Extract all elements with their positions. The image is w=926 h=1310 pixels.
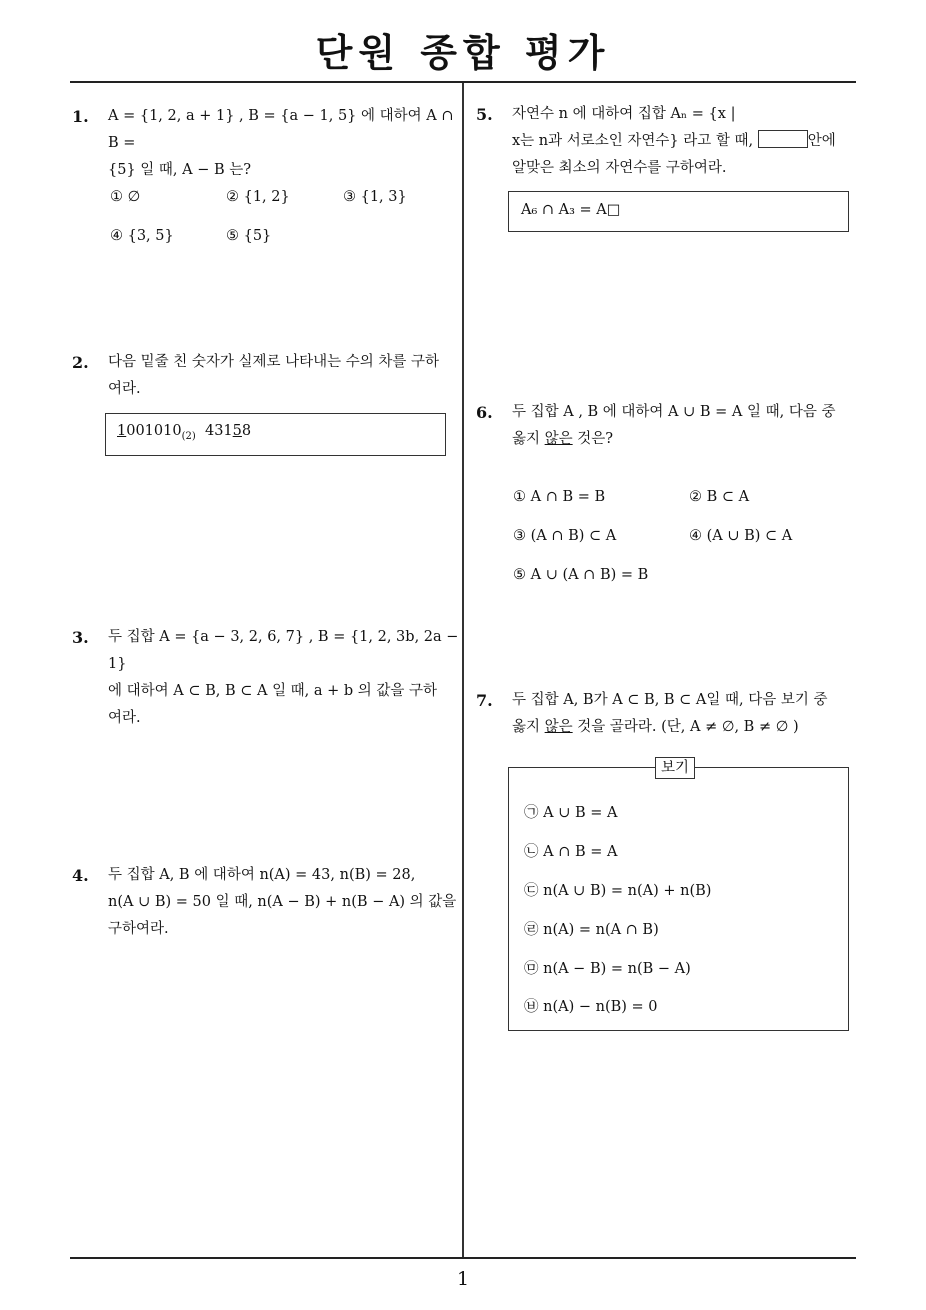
- stem-line: {5} 일 때, A − B 는?: [108, 162, 252, 178]
- question-stem: [108, 862, 462, 943]
- bogi-label: 보기: [655, 757, 695, 779]
- option-5[interactable]: ⑤ {5}: [226, 228, 272, 244]
- question-stem: [108, 349, 462, 403]
- bottom-rule: [70, 1257, 856, 1259]
- stem-line: n(A ∪ B) = 50 일 때, n(A − B) + n(B − A) 의 값을: [108, 894, 457, 910]
- stem-line: 여라.: [108, 710, 141, 726]
- question-number: 1.: [72, 107, 89, 126]
- number-b-post: 8: [241, 423, 252, 439]
- emphasis-text: 않은: [544, 719, 573, 735]
- stem-line: 구하여라.: [108, 921, 169, 937]
- question-4: [72, 862, 462, 943]
- question-number: 5.: [476, 105, 493, 124]
- bogi-item: ㉠ A ∪ B = A: [524, 805, 618, 821]
- bogi-item: ㉣ n(A) = n(A ∩ B): [524, 922, 659, 938]
- option-4[interactable]: ④ {3, 5}: [110, 228, 174, 244]
- number-b-pre: 431: [204, 423, 233, 439]
- question-stem: [108, 103, 462, 184]
- option-1[interactable]: ① ∅: [110, 189, 141, 205]
- question-number: 3.: [72, 628, 89, 647]
- underlined-digit: 1: [117, 423, 127, 439]
- question-2: [72, 349, 462, 403]
- base-subscript: (2): [181, 430, 196, 442]
- page-title: 단원 종합 평가: [315, 31, 611, 75]
- stem-line: 자연수 n 에 대하여 집합 Aₙ = {x |: [512, 106, 736, 122]
- page-number: 1: [456, 1268, 470, 1290]
- binary-rest: 001010: [126, 423, 182, 439]
- option-3[interactable]: ③ (A ∩ B) ⊂ A: [513, 528, 617, 544]
- option-4[interactable]: ④ (A ∪ B) ⊂ A: [689, 528, 793, 544]
- expression-box-content: A₆ ∩ A₃ = A□: [521, 202, 621, 218]
- question-6: [476, 399, 866, 453]
- bogi-item: ㉡ A ∩ B = A: [524, 844, 618, 860]
- question-stem: [108, 624, 462, 732]
- question-number: 4.: [72, 866, 89, 885]
- question-1: [72, 103, 462, 184]
- question-stem: [512, 399, 866, 453]
- bogi-item: ㉥ n(A) − n(B) = 0: [524, 999, 658, 1015]
- bogi-item: ㉢ n(A ∪ B) = n(A) + n(B): [524, 883, 712, 899]
- emphasis-text: 않은: [544, 431, 573, 447]
- question-number: 6.: [476, 403, 493, 422]
- stem-line: 두 집합 A , B 에 대하여 A ∪ B = A 일 때, 다음 중: [512, 404, 836, 420]
- question-number: 7.: [476, 691, 493, 710]
- question-5: [476, 101, 866, 182]
- stem-line: [512, 426, 866, 453]
- stem-line: 다음 밑줄 친 숫자가 실제로 나타내는 수의 차를 구하: [108, 354, 440, 370]
- option-2[interactable]: ② {1, 2}: [226, 189, 290, 205]
- question-number: 2.: [72, 353, 89, 372]
- stem-line: A = {1, 2, a + 1} , B = {a − 1, 5} 에 대하여 A ∩ B =: [108, 108, 454, 151]
- stem-text: 것은?: [577, 431, 614, 447]
- stem-line: [512, 714, 866, 741]
- option-2[interactable]: ② B ⊂ A: [689, 489, 750, 505]
- option-1[interactable]: ① A ∩ B = B: [513, 489, 606, 505]
- stem-text: 옳지: [512, 431, 541, 447]
- option-3[interactable]: ③ {1, 3}: [343, 189, 407, 205]
- stem-line: 두 집합 A, B 에 대하여 n(A) = 43, n(B) = 28,: [108, 867, 416, 883]
- stem-text: x는 n과 서로소인 자연수} 라고 할 때,: [512, 133, 754, 149]
- underlined-digit: 5: [232, 423, 242, 439]
- option-5[interactable]: ⑤ A ∪ (A ∩ B) = B: [513, 567, 649, 583]
- answer-blank[interactable]: [758, 130, 808, 148]
- stem-text: 안에: [807, 133, 836, 149]
- stem-text: 것을 골라라. (단, A ≠ ∅, B ≠ ∅ ): [577, 719, 799, 735]
- question-3: [72, 624, 462, 732]
- stem-line: 알맞은 최소의 자연수를 구하여라.: [512, 160, 727, 176]
- stem-line: 에 대하여 A ⊂ B, B ⊂ A 일 때, a + b 의 값을 구하: [108, 683, 438, 699]
- stem-line: 두 집합 A, B가 A ⊂ B, B ⊂ A일 때, 다음 보기 중: [512, 692, 828, 708]
- stem-text: 옳지: [512, 719, 541, 735]
- stem-line: 두 집합 A = {a − 3, 2, 6, 7} , B = {1, 2, 3b, 2a − 1}: [108, 629, 459, 672]
- bogi-item: ㉤ n(A − B) = n(B − A): [524, 961, 691, 977]
- stem-line: [512, 128, 866, 155]
- question-7: [476, 687, 866, 741]
- question-stem: [512, 101, 866, 182]
- stem-line: 여라.: [108, 381, 141, 397]
- number-box-content: [117, 423, 251, 442]
- question-stem: [512, 687, 866, 741]
- column-divider: [462, 83, 464, 1257]
